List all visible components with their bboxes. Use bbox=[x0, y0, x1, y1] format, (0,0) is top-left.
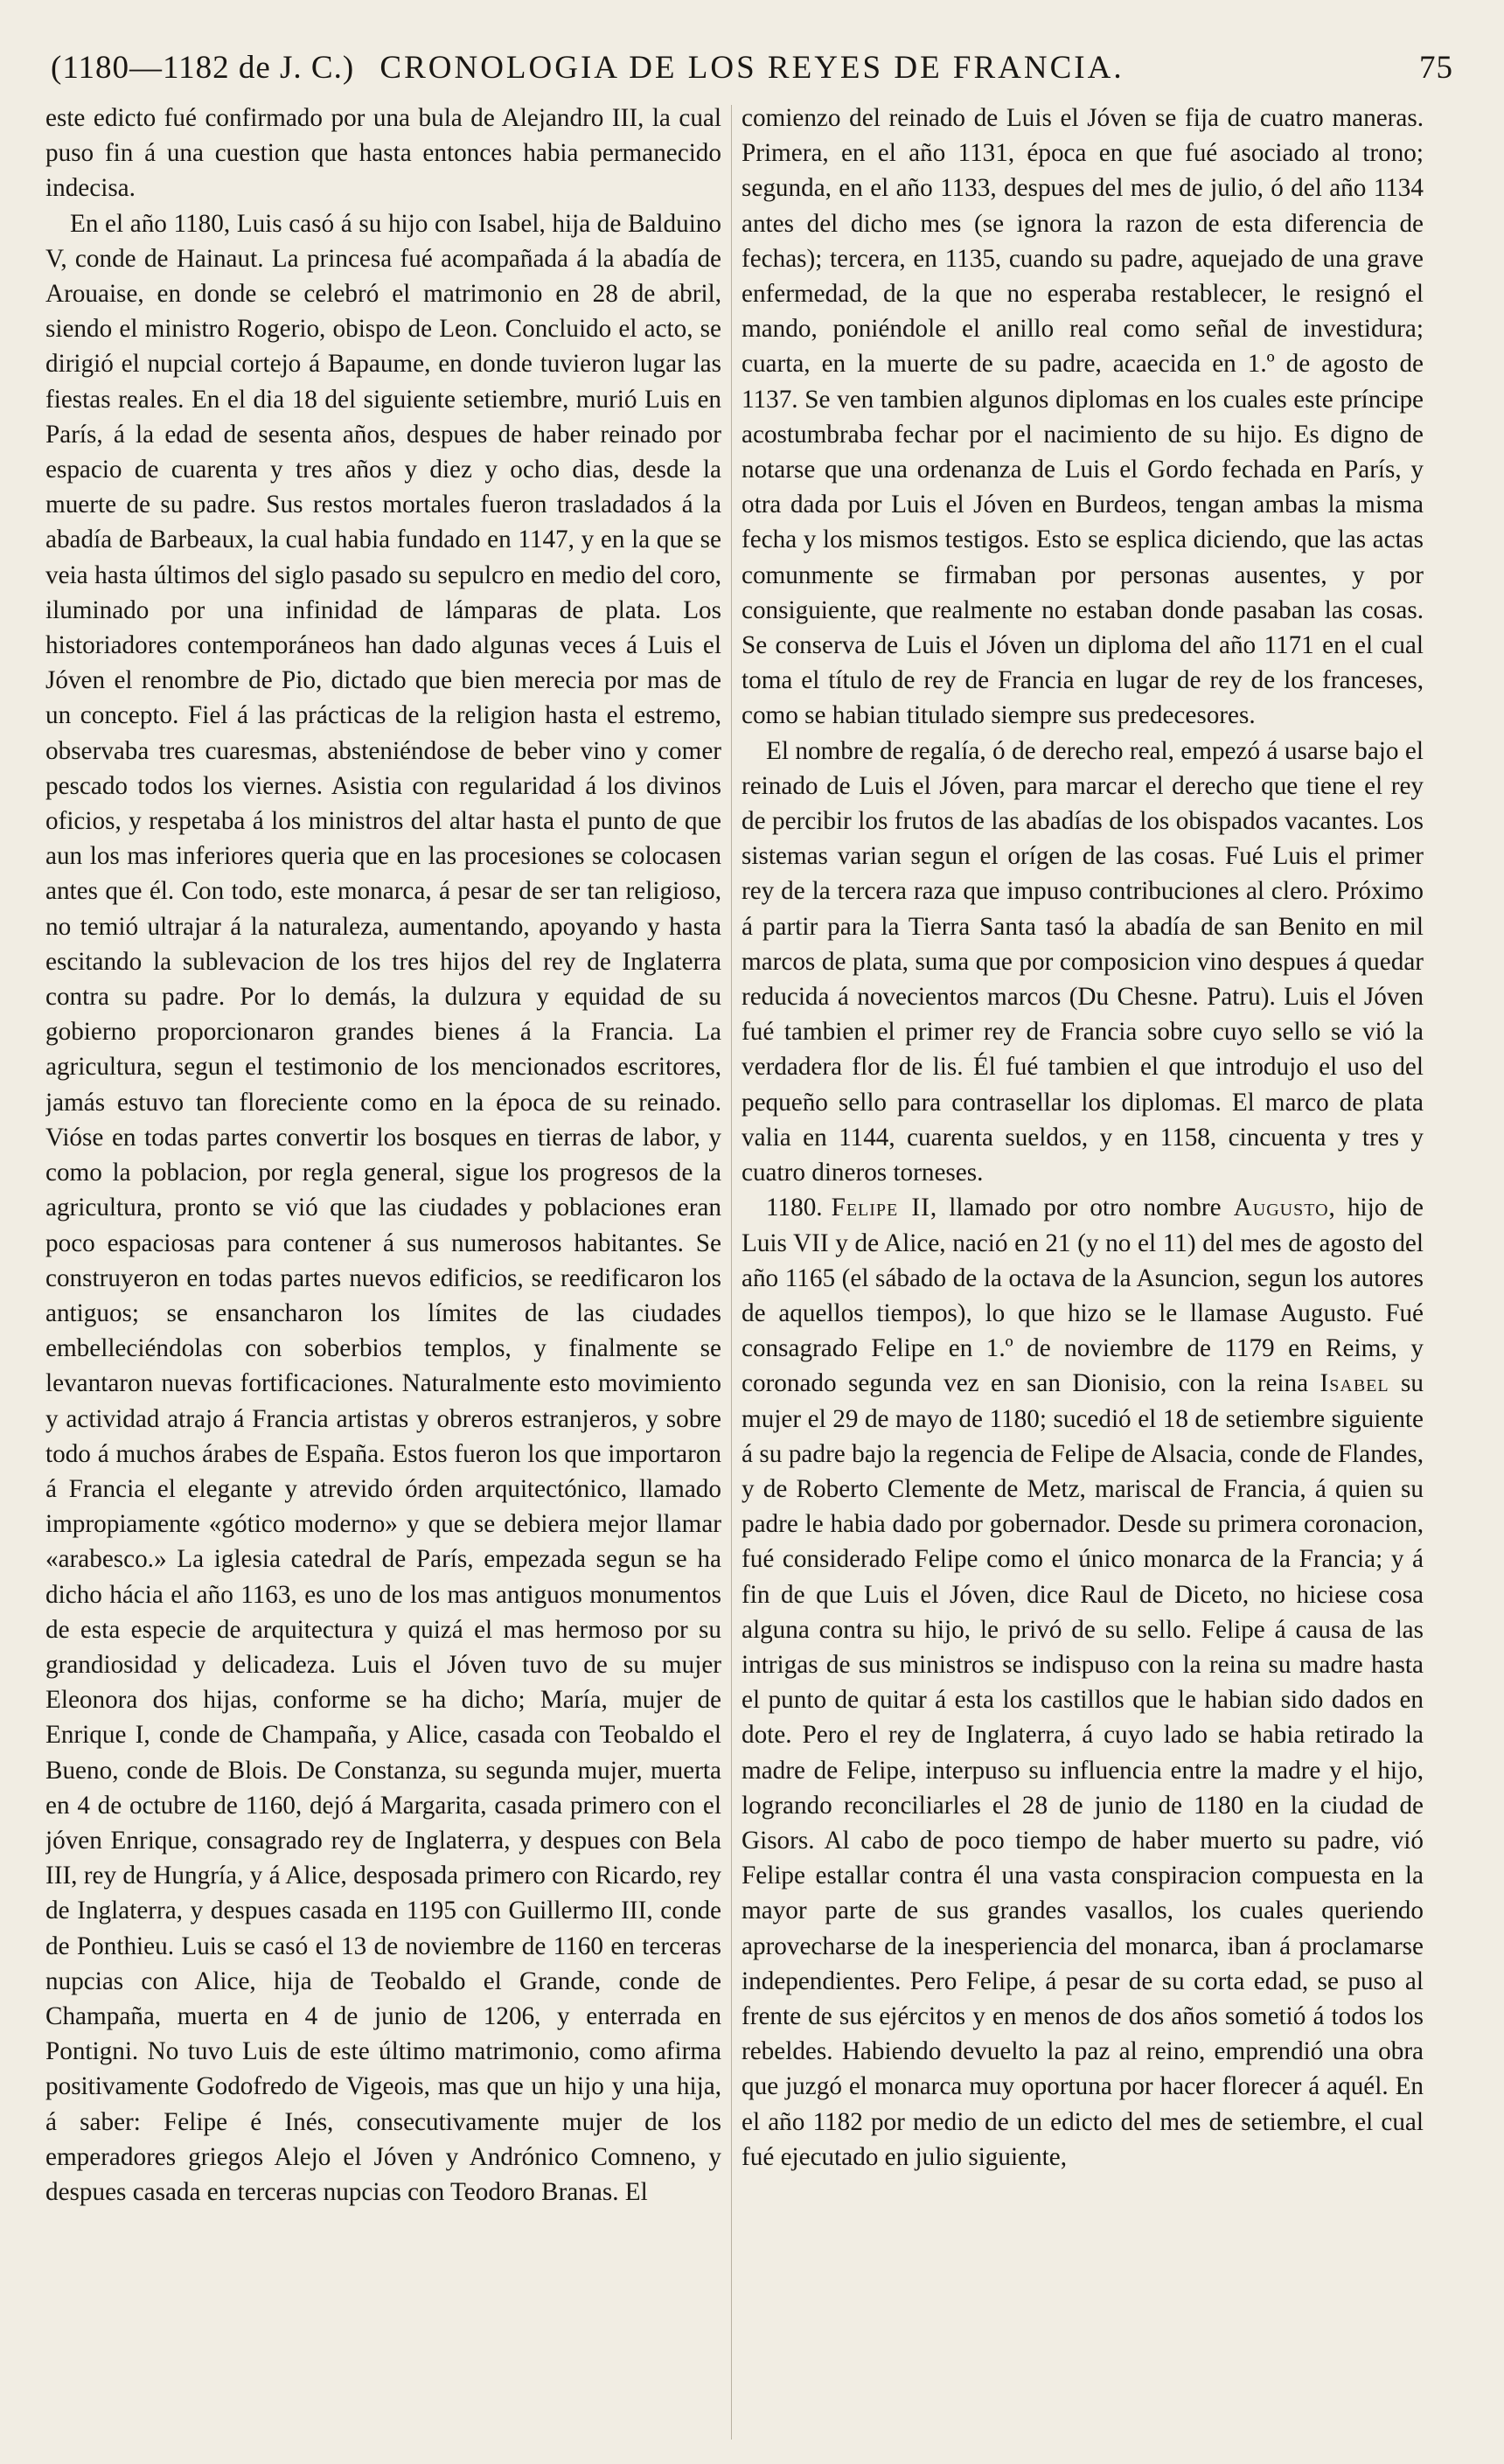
entry-year: 1180. bbox=[766, 1194, 823, 1222]
left-column bbox=[45, 101, 721, 2453]
page-header bbox=[51, 42, 1453, 94]
left-paragraph-2: En el año 1180, Luis casó á su hijo con Isabel, hija de Balduino V, conde de Hainaut. La princesa fué acompañada á la abadía de Arouaise, en donde se celebró el matrimonio en 28 de abril, siendo el ministro Rogerio, obispo de Leon. Concluido el acto, se dirigió el nupcial cortejo á Bapaume, en donde tuvieron lugar las fiestas reales. En el dia 18 del siguiente setiembre, murió Luis en París, á la edad de sesenta años, despues de haber reinado por espacio de cuarenta y tres años y diez y ocho dias, desde la muerte de su padre. Sus restos mortales fueron trasladados á la abadía de Barbeaux, la cual habia fundado en 1147, y en la que se veia hasta últimos del siglo pasado su sepulcro en medio del coro, iluminado por una infinidad de lámparas de plata. Los historiadores contemporáneos han dado algunas veces á Luis el Jóven el renombre de Pio, dictado que bien merecia por mas de un concepto. Fiel á las prácticas de la religion hasta el estremo, observaba tres cuaresmas, absteniéndose de beber vino y comer pescado todos los viernes. Asistia con regularidad á los divinos oficios, y respetaba á los ministros del altar hasta el punto de que aun los mas inferiores queria que en las procesiones se colocasen antes que él. Con todo, este monarca, á pesar de ser tan religioso, no temió ultrajar á la naturaleza, aumentando, apoyando y hasta escitando la sublevacion de los tres hijos del rey de Inglaterra contra su padre. Por lo demás, la dulzura y equidad de su gobierno proporcionaron grandes bienes á la Francia. La agricultura, segun el testimonio de los mencionados escritores, jamás estuvo tan floreciente como en la época de su reinado. Vióse en todas partes convertir los bosques en tierras de labor, y como la poblacion, por regla general, sigue los progresos de la agricultura, pronto se vió que las ciudades y poblaciones eran poco espaciosas para contener á sus numerosos habitantes. Se construyeron en todas partes nuevos edificios, se reedificaron los antiguos; se ensancharon los límites de las ciudades embelleciéndolas con soberbios templos, y finalmente se levantaron nuevas fortificaciones. Naturalmente esto movimiento y actividad atrajo á Francia artistas y obreros estranjeros, y sobre todo á muchos árabes de España. Estos fueron los que importaron á Francia el elegante y atrevido órden arquitectónico, llamado impropiamente «gótico moderno» y que se debiera mejor llamar «arabesco.» La iglesia catedral de París, empezada segun se ha dicho hácia el año 1163, es uno de los mas antiguos monumentos de esta especie de arquitectura y quizá el mas hermoso por su grandiosidad y delicadeza. Luis el Jóven tuvo de su mujer Eleonora dos hijas, conforme se ha dicho; María, mujer de Enrique I, conde de Champaña, y Alice, casada con Teobaldo el Bueno, conde de Blois. De Constanza, su segunda mujer, muerta en 4 de octubre de 1160, dejó á Margarita, casada primero con el jóven Enrique, consagrado rey de Inglaterra, y despues con Bela III, rey de Hungría, y á Alice, desposada primero con Ricardo, rey de Inglaterra, y despues casada en 1195 con Guillermo III, conde de Ponthieu. Luis se casó el 13 de noviembre de 1160 en terceras nupcias con Alice, hija de Teobaldo el Grande, conde de Champaña, muerta en 4 de junio de 1206, y enterrada en Pontigni. No tuvo Luis de este último matrimonio, como afirma positivamente Godofredo de Vigeois, mas que un hijo y una hija, á saber: Felipe é Inés, consecutivamente mujer de los emperadores griegos Alejo el Jóven y Andrónico Comneno, y despues casada en terceras nupcias con Teodoro Branas. El bbox=[45, 209, 721, 2206]
entry-text-1: , hijo de Luis VII y de Alice, nació en 21 (y no el 11) del mes de agosto del año 1165 (el sábado de la octava de la Asuncion, segun los autores de aquellos tiempos), lo que hizo se le llamase Augusto. Fué consagrado Felipe en 1.º de noviembre de 1179 en Reims, y coronado segunda vez en san Dionisio, con la reina bbox=[742, 1194, 1424, 1398]
header-title: CRONOLOGIA DE LOS REYES DE FRANCIA. bbox=[379, 50, 1125, 86]
left-paragraph-1: este edicto fué confirmado por una bula de Alejandro III, la cual puso fin á una cuestion que hasta entonces habia permanecido indecisa. bbox=[45, 104, 721, 203]
column-divider bbox=[731, 105, 732, 2440]
queen-name: Isabel bbox=[1319, 1369, 1389, 1398]
king-name: Felipe II bbox=[831, 1194, 930, 1222]
right-paragraph-2: El nombre de regalía, ó de derecho real, empezó á usarse bajo el reinado de Luis el Jóven, para marcar el derecho que tiene el rey de percibir los frutos de las abadías de los obispados vacantes. Los sistemas varian segun el orígen de las cosas. Fué Luis el primer rey de la tercera raza que impuso contribuciones al clero. Próximo á partir para la Tierra Santa tasó la abadía de san Benito en mil marcos de plata, suma que por composicion vino despues á quedar reducida á novecientos marcos (Du Chesne. Patru). Luis el Jóven fué tambien el primer rey de Francia sobre cuyo sello se vió la verdadera flor de lis. Él fué tambien el que introdujo el uso del pequeño sello para contrasellar los diplomas. El marco de plata valia en 1144, cuarenta sueldos, y en 1158, cincuenta y tres y cuatro dineros torneses. bbox=[742, 736, 1424, 1187]
king-alias: Augusto bbox=[1233, 1194, 1329, 1222]
entry-text-mid: , llamado por otro nombre bbox=[930, 1194, 1234, 1222]
entry-text-2: su mujer el 29 de mayo de 1180; sucedió el 18 de setiembre siguiente á su padre bajo la regencia de Felipe de Alsacia, conde de Flandes, y de Roberto Clemente de Metz, mariscal de Francia, á quien su padre le habia dado por gobernador. Desde su primera coronacion, fué considerado Felipe como el único monarca de la Francia; y á fin de que Luis el Jóven, dice Raul de Diceto, no hiciese cosa alguna contra su hijo, le privó de su sello. Felipe á causa de las intrigas de sus ministros se indispuso con la reina su madre hasta el punto de quitar á esta los castillos que le habian sido dados en dote. Pero el rey de Inglaterra, á cuyo lado se habia retirado la madre de Felipe, interpuso su influencia entre la madre y el hijo, logrando reconciliarles el 28 de junio de 1180 en la ciudad de Gisors. Al cabo de poco tiempo de haber muerto su padre, vió Felipe estallar contra él una vasta conspiracion compuesta en la mayor parte de sus grandes vasallos, los cuales queriendo aprovecharse de la inesperiencia del monarca, iban á proclamarse independientes. Pero Felipe, á pesar de su corta edad, se puso al frente de sus ejércitos y en menos de dos años sometió á todos los rebeldes. Habiendo devuelto la paz al reino, emprendió una obra que juzgó el monarca muy oportuna por hacer florecer á aquél. En el año 1182 por medio de un edicto del mes de setiembre, el cual fué ejecutado en julio siguiente, bbox=[742, 1369, 1424, 2171]
header-date-range: (1180—1182 de J. C.) bbox=[51, 50, 355, 86]
right-paragraph-3 bbox=[742, 1190, 1424, 2175]
right-paragraph-1: comienzo del reinado de Luis el Jóven se fija de cuatro maneras. Primera, en el año 1131, época en que fué asociado al trono; segunda, en el año 1133, despues del mes de julio, ó del año 1134 antes del dicho mes (se ignora la razon de esta diferencia de fechas); tercera, en 1135, cuando su padre, aquejado de una grave enfermedad, de la que no esperaba restablecer, le resignó el mando, poniéndole el anillo real como señal de investidura; cuarta, en la muerte de su padre, acaecida en 1.º de agosto de 1137. Se ven tambien algunos diplomas en los cuales este príncipe acostumbraba fechar por el nacimiento de su hijo. Es digno de notarse que una ordenanza de Luis el Gordo fechada en París, y otra dada por Luis el Jóven en Burdeos, tengan ambas la misma fecha y los mismos testigos. Esto se esplica diciendo, que las actas comunmente se firmaban por personas ausentes, y por consiguiente, que realmente no estaban donde pasaban las cosas. Se conserva de Luis el Jóven un diploma del año 1171 en el cual toma el título de rey de Francia en lugar de rey de los franceses, como se habian titulado siempre sus predecesores. bbox=[742, 104, 1424, 730]
right-column bbox=[742, 101, 1424, 2453]
page-number: 75 bbox=[1419, 50, 1453, 86]
